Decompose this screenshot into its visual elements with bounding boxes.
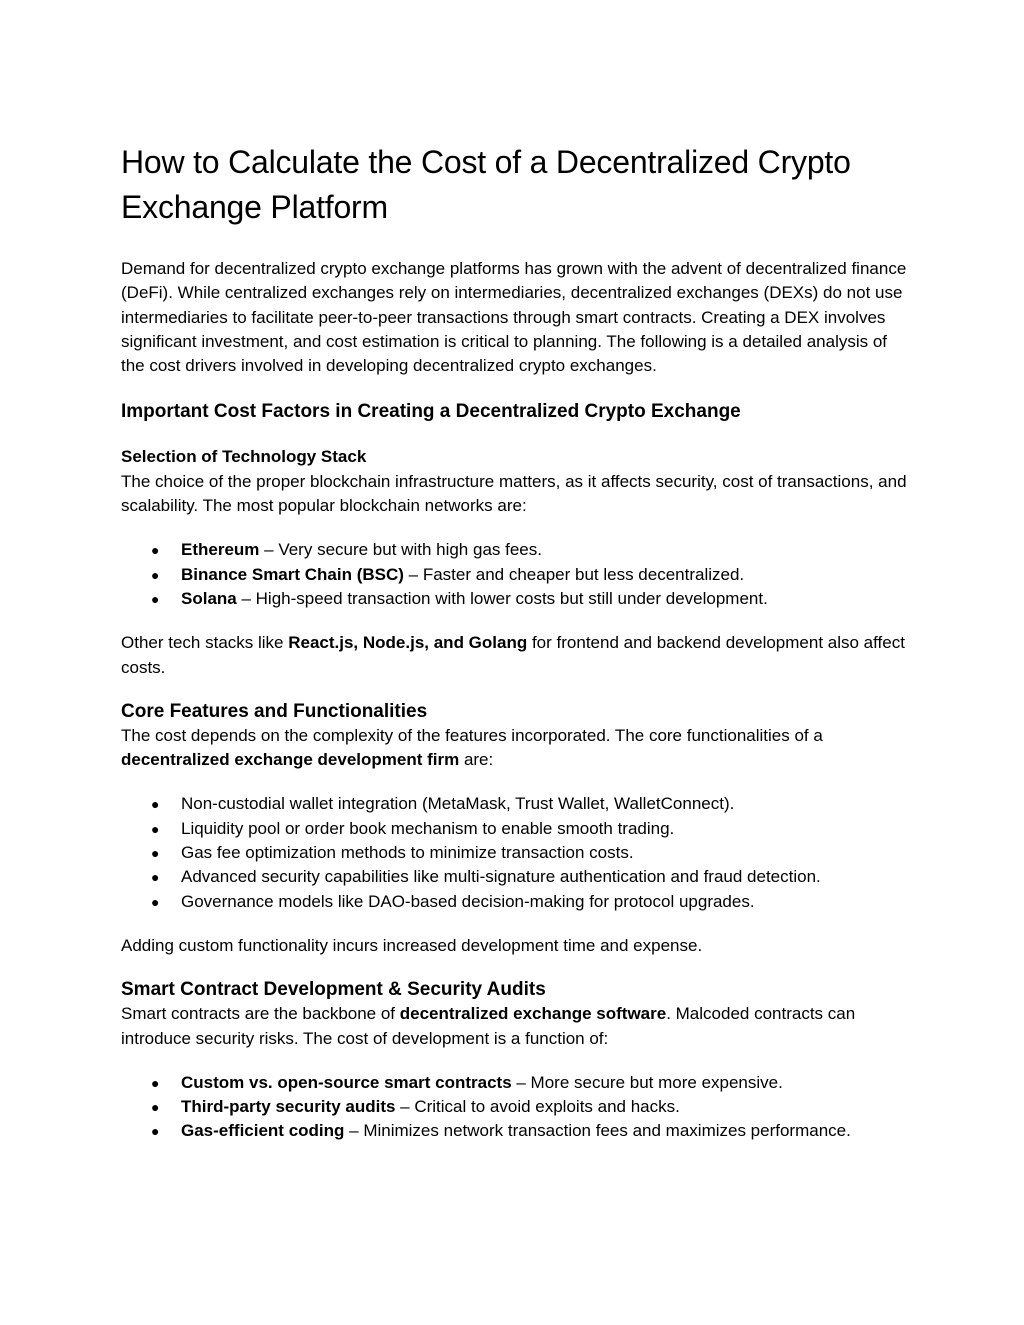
bullet-icon: ● bbox=[151, 590, 160, 607]
document-page bbox=[121, 140, 911, 1144]
list-item: ● Gas-efficient coding – Minimizes network transaction fees and maximizes performance. bbox=[121, 1119, 911, 1143]
smart-contracts-heading: Smart Contract Development & Security Audits bbox=[121, 979, 546, 1001]
core-features-closing: Adding custom functionality incurs increased development time and expense. bbox=[121, 935, 703, 955]
list-item: ● Ethereum – Very secure but with high gas fees. bbox=[121, 538, 911, 562]
list-item: ● Gas fee optimization methods to minimize transaction costs. bbox=[121, 841, 911, 865]
page-title: How to Calculate the Cost of a Decentralized Crypto Exchange Platform bbox=[121, 144, 851, 225]
core-features-heading: Core Features and Functionalities bbox=[121, 700, 428, 722]
bullet-icon: ● bbox=[151, 796, 160, 813]
bullet-icon: ● bbox=[151, 820, 160, 837]
smart-contracts-list bbox=[121, 1071, 911, 1144]
bullet-icon: ● bbox=[151, 1074, 160, 1091]
bullet-icon: ● bbox=[151, 1099, 160, 1116]
section-heading: Important Cost Factors in Creating a Decentralized Crypto Exchange bbox=[121, 401, 741, 423]
bullet-icon: ● bbox=[151, 542, 160, 559]
intro-paragraph: Demand for decentralized crypto exchange platforms has grown with the advent of decentralized finance (DeFi). While centralized exchanges rely on intermediaries, decentralized exchanges (DEXs) do not use intermediaries to facilitate peer-to-peer transactions through smart contracts. Creating a DEX involves significant investment, and cost estimation is critical to planning. The following is a detailed analysis of the cost drivers involved in developing decentralized crypto exchanges. bbox=[121, 259, 907, 376]
bullet-icon: ● bbox=[151, 845, 160, 862]
core-features-body: The cost depends on the complexity of the features incorporated. The core functionalities of a decentralized exchange development firm are: bbox=[121, 725, 823, 770]
list-item: ● Liquidity pool or order book mechanism to enable smooth trading. bbox=[121, 817, 911, 841]
tech-stack-list bbox=[121, 538, 911, 611]
bullet-icon: ● bbox=[151, 869, 160, 886]
tech-stack-body: The choice of the proper blockchain infrastructure matters, as it affects security, cost of transactions, and scalability. The most popular blockchain networks are: bbox=[121, 471, 907, 516]
list-item: ● Solana – High-speed transaction with lower costs but still under development. bbox=[121, 587, 911, 611]
list-item: ● Binance Smart Chain (BSC) – Faster and cheaper but less decentralized. bbox=[121, 563, 911, 587]
bullet-icon: ● bbox=[151, 566, 160, 583]
smart-contracts-body: Smart contracts are the backbone of decentralized exchange software. Malcoded contracts can introduce security risks. The cost of development is a function of: bbox=[121, 1004, 856, 1048]
list-item: ● Non-custodial wallet integration (MetaMask, Trust Wallet, WalletConnect). bbox=[121, 792, 911, 816]
bullet-icon: ● bbox=[151, 893, 160, 910]
list-item: ● Custom vs. open-source smart contracts – More secure but more expensive. bbox=[121, 1071, 911, 1095]
list-item: ● Third-party security audits – Critical to avoid exploits and hacks. bbox=[121, 1095, 911, 1119]
core-features-list bbox=[121, 792, 911, 913]
list-item: ● Governance models like DAO-based decision-making for protocol upgrades. bbox=[121, 890, 911, 914]
tech-stack-closing: Other tech stacks like React.js, Node.js, and Golang for frontend and backend development also affect costs. bbox=[121, 633, 905, 677]
list-item: ● Advanced security capabilities like multi-signature authentication and fraud detection. bbox=[121, 865, 911, 889]
bullet-icon: ● bbox=[151, 1123, 160, 1140]
tech-stack-heading: Selection of Technology Stack bbox=[121, 447, 367, 467]
